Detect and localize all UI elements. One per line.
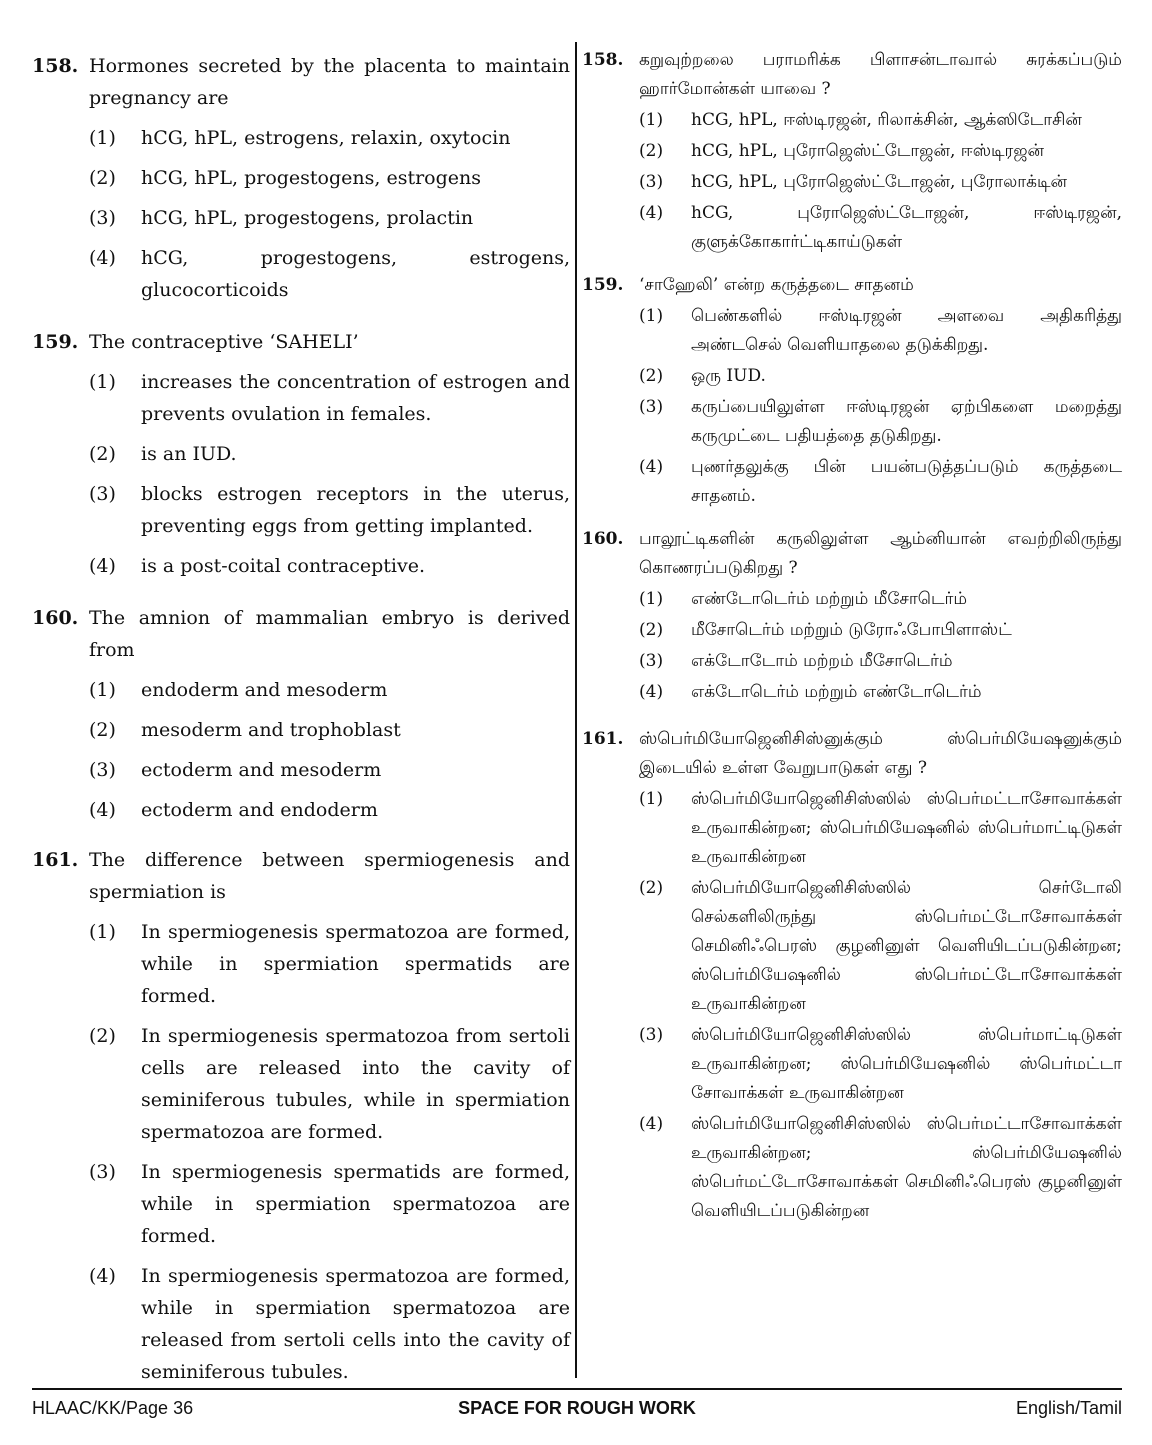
option-text: In spermiogenesis spermatozoa are formed, while in spermiation spermatids are formed. xyxy=(141,921,570,1007)
options-list xyxy=(89,366,570,582)
option-number: (4) xyxy=(639,1114,664,1134)
question-text: பாலூட்டிகளின் கருலிலுள்ள ஆம்னியான் எவற்றிலிருந்து கொணரப்படுகிறது ? xyxy=(639,529,1122,578)
question-number: 161. xyxy=(32,849,79,871)
option-number: (2) xyxy=(639,366,664,386)
option-number: (1) xyxy=(89,921,116,943)
option-text: எக்டோடெர்ம் மற்றும் எண்டோடெர்ம் xyxy=(691,682,982,702)
option-1 xyxy=(89,674,570,706)
option-number: (3) xyxy=(89,1161,116,1183)
option-text: ectoderm and mesoderm xyxy=(141,759,382,781)
option-number: (1) xyxy=(89,371,116,393)
question-158-english xyxy=(32,50,570,306)
option-number: (2) xyxy=(639,141,664,161)
option-text: எக்டோடோம் மற்றம் மீசோடெர்ம் xyxy=(691,651,953,671)
question-text: கறுவுற்றலை பராமரிக்க பிளாசன்டாவால் சுரக்கப்படும் ஹார்மோன்கள் யாவை ? xyxy=(639,50,1122,99)
rough-work-label: SPACE FOR ROUGH WORK xyxy=(458,1398,696,1418)
option-2 xyxy=(639,874,1122,1019)
option-1 xyxy=(89,122,570,154)
option-text: புணர்தலுக்கு பின் பயன்படுத்தப்படும் கருத்தடை சாதனம். xyxy=(691,457,1122,506)
question-text: ஸ்பெர்மியோஜெனிசிஸ்னுக்கும் ஸ்பெர்மியேஷனுக்கும் இடையில் உள்ள வேறுபாடுகள் எது ? xyxy=(639,729,1122,778)
option-2 xyxy=(89,162,570,194)
footer-rule xyxy=(32,1388,1122,1390)
option-text: blocks estrogen receptors in the uterus, preventing eggs from getting implanted. xyxy=(141,483,570,537)
option-text: is a post-coital contraceptive. xyxy=(141,555,426,577)
option-2 xyxy=(639,362,1122,391)
option-text: ectoderm and endoderm xyxy=(141,799,378,821)
option-text: ஸ்பெர்மியோஜெனிசிஸ்ஸில் ஸ்பெர்மாட்டிடுகள் உருவாகின்றன; ஸ்பெர்மியேஷனில் ஸ்பெர்மட்டா சோவாக்கள் உருவாகின்றன xyxy=(691,1025,1122,1103)
tamil-column xyxy=(582,46,1122,1226)
question-number: 160. xyxy=(32,607,79,629)
option-text: endoderm and mesoderm xyxy=(141,679,388,701)
option-number: (3) xyxy=(89,483,116,505)
option-4 xyxy=(639,1110,1122,1226)
option-number: (3) xyxy=(639,172,664,192)
option-1 xyxy=(89,916,570,1012)
option-number: (2) xyxy=(89,1025,116,1047)
option-number: (1) xyxy=(639,589,664,609)
options-list xyxy=(639,785,1122,1226)
option-2 xyxy=(639,137,1122,166)
option-text: increases the concentration of estrogen and prevents ovulation in females. xyxy=(141,371,570,425)
question-text: The amnion of mammalian embryo is derived from xyxy=(89,607,570,661)
question-159-tamil xyxy=(582,271,1122,511)
option-text: mesoderm and trophoblast xyxy=(141,719,401,741)
option-number: (3) xyxy=(639,1025,664,1045)
option-text: கருப்பையிலுள்ள ஈஸ்டிரஜன் ஏற்பிகளை மறைத்து கருமுட்டை பதியத்தை தடுகிறது. xyxy=(691,397,1122,446)
option-4 xyxy=(89,794,570,826)
option-number: (3) xyxy=(89,759,116,781)
question-159-english xyxy=(32,326,570,582)
option-text: மீசோடெர்ம் மற்றும் டுரோஃபோபிளாஸ்ட் xyxy=(691,620,1012,640)
option-number: (2) xyxy=(89,167,116,189)
option-text: hCG, hPL, ஈஸ்டிரஜன், ரிலாக்சின், ஆக்ஸிடோசின் xyxy=(691,110,1082,130)
option-3 xyxy=(89,478,570,542)
column-divider xyxy=(575,42,577,1378)
option-number: (4) xyxy=(89,555,116,577)
question-text: The contraceptive ‘SAHELI’ xyxy=(89,331,359,353)
question-158-tamil xyxy=(582,46,1122,257)
option-number: (1) xyxy=(639,306,664,326)
option-number: (4) xyxy=(639,682,664,702)
option-text: In spermiogenesis spermatozoa from sertoli cells are released into the cavity of seminiferous tubules, while in spermiation spermatozoa are formed. xyxy=(141,1025,570,1143)
option-4 xyxy=(639,199,1122,257)
option-3 xyxy=(639,1021,1122,1108)
option-2 xyxy=(89,438,570,470)
option-2 xyxy=(89,1020,570,1148)
option-number: (4) xyxy=(89,799,116,821)
option-2 xyxy=(89,714,570,746)
option-text: பெண்களில் ஈஸ்டிரஜன் அளவை அதிகரித்து அண்டசெல் வெளியாதலை தடுக்கிறது. xyxy=(691,306,1122,355)
question-160-english xyxy=(32,602,570,826)
option-4 xyxy=(89,550,570,582)
option-text: எண்டோடெர்ம் மற்றும் மீசோடெர்ம் xyxy=(691,589,968,609)
option-3 xyxy=(89,202,570,234)
question-number: 160. xyxy=(582,529,624,549)
option-text: ஒரு IUD. xyxy=(691,366,766,386)
option-text: In spermiogenesis spermatids are formed, while in spermiation spermatozoa are formed. xyxy=(141,1161,570,1247)
option-3 xyxy=(639,168,1122,197)
options-list xyxy=(639,106,1122,257)
option-number: (4) xyxy=(89,247,116,269)
option-3 xyxy=(639,647,1122,676)
option-number: (3) xyxy=(639,651,664,671)
question-160-tamil xyxy=(582,525,1122,707)
options-list xyxy=(89,674,570,826)
question-161-tamil xyxy=(582,725,1122,1226)
option-text: hCG, hPL, estrogens, relaxin, oxytocin xyxy=(141,127,511,149)
option-number: (1) xyxy=(89,127,116,149)
option-number: (3) xyxy=(89,207,116,229)
option-2 xyxy=(639,616,1122,645)
question-number: 158. xyxy=(32,55,79,77)
option-text: hCG, hPL, புரோஜெஸ்ட்டோஜன், புரோலாக்டின் xyxy=(691,172,1068,192)
option-3 xyxy=(89,1156,570,1252)
question-number: 161. xyxy=(582,729,624,749)
option-1 xyxy=(639,585,1122,614)
option-number: (4) xyxy=(89,1265,116,1287)
option-text: ஸ்பெர்மியோஜெனிசிஸ்ஸில் ஸ்பெர்மட்டாசோவாக்கள் உருவாகின்றன; ஸ்பெர்மியேஷனில் ஸ்பெர்மாட்டிடுகள் உருவாகின்றன xyxy=(691,789,1122,867)
option-1 xyxy=(639,302,1122,360)
question-text: ‘சாஹேலி’ என்ற கருத்தடை சாதனம் xyxy=(639,275,914,295)
question-number: 158. xyxy=(582,50,624,70)
option-text: hCG, புரோஜெஸ்ட்டோஜன், ஈஸ்டிரஜன், குளுக்கோகார்ட்டிகாய்டுகள் xyxy=(691,203,1122,252)
question-text: Hormones secreted by the placenta to maintain pregnancy are xyxy=(89,55,570,109)
options-list xyxy=(639,585,1122,707)
option-number: (2) xyxy=(639,878,664,898)
option-number: (2) xyxy=(89,443,116,465)
option-text: ஸ்பெர்மியோஜெனிசிஸ்ஸில் செர்டோலி செல்களிலிருந்து ஸ்பெர்மட்டோசோவாக்கள் செமினிஃபெரஸ் குழனினுள் வெளியிடப்படுகின்றன; ஸ்பெர்மியேஷனில் ஸ்பெர்மட்டோசோவாக்கள் உருவாகின்றன xyxy=(691,878,1122,1014)
language-label: English/Tamil xyxy=(1015,1398,1122,1418)
option-4 xyxy=(89,242,570,306)
option-4 xyxy=(89,1260,570,1388)
option-text: hCG, progestogens, estrogens, glucocorticoids xyxy=(141,247,570,301)
option-number: (1) xyxy=(639,110,664,130)
option-1 xyxy=(639,106,1122,135)
question-text: The difference between spermiogenesis and spermiation is xyxy=(89,849,570,903)
option-text: is an IUD. xyxy=(141,443,237,465)
option-text: In spermiogenesis spermatozoa are formed, while in spermiation spermatozoa are released from sertoli cells into the cavity of seminiferous tubules. xyxy=(141,1265,570,1383)
option-number: (4) xyxy=(639,203,664,223)
options-list xyxy=(639,302,1122,511)
option-number: (2) xyxy=(639,620,664,640)
option-4 xyxy=(639,453,1122,511)
option-text: hCG, hPL, progestogens, prolactin xyxy=(141,207,474,229)
page-code: HLAAC/KK/Page 36 xyxy=(32,1398,194,1418)
english-column xyxy=(32,50,570,1388)
question-number: 159. xyxy=(582,275,624,295)
option-text: ஸ்பெர்மியோஜெனிசிஸ்ஸில் ஸ்பெர்மட்டாசோவாக்கள் உருவாகின்றன; ஸ்பெர்மியேஷனில் ஸ்பெர்மட்டோசோவாக்கள் செமினிஃபெரஸ் குழனினுள் வெளியிடப்படுகின்றன xyxy=(691,1114,1122,1221)
option-1 xyxy=(639,785,1122,872)
option-3 xyxy=(639,393,1122,451)
option-text: hCG, hPL, புரோஜெஸ்ட்டோஜன், ஈஸ்டிரஜன் xyxy=(691,141,1044,161)
option-1 xyxy=(89,366,570,430)
question-number: 159. xyxy=(32,331,79,353)
option-number: (1) xyxy=(639,789,664,809)
options-list xyxy=(89,122,570,306)
question-161-english xyxy=(32,844,570,1388)
option-4 xyxy=(639,678,1122,707)
option-number: (2) xyxy=(89,719,116,741)
option-text: hCG, hPL, progestogens, estrogens xyxy=(141,167,482,189)
option-number: (1) xyxy=(89,679,116,701)
options-list xyxy=(89,916,570,1388)
option-3 xyxy=(89,754,570,786)
option-number: (3) xyxy=(639,397,664,417)
page-footer xyxy=(32,1398,1122,1424)
option-number: (4) xyxy=(639,457,664,477)
